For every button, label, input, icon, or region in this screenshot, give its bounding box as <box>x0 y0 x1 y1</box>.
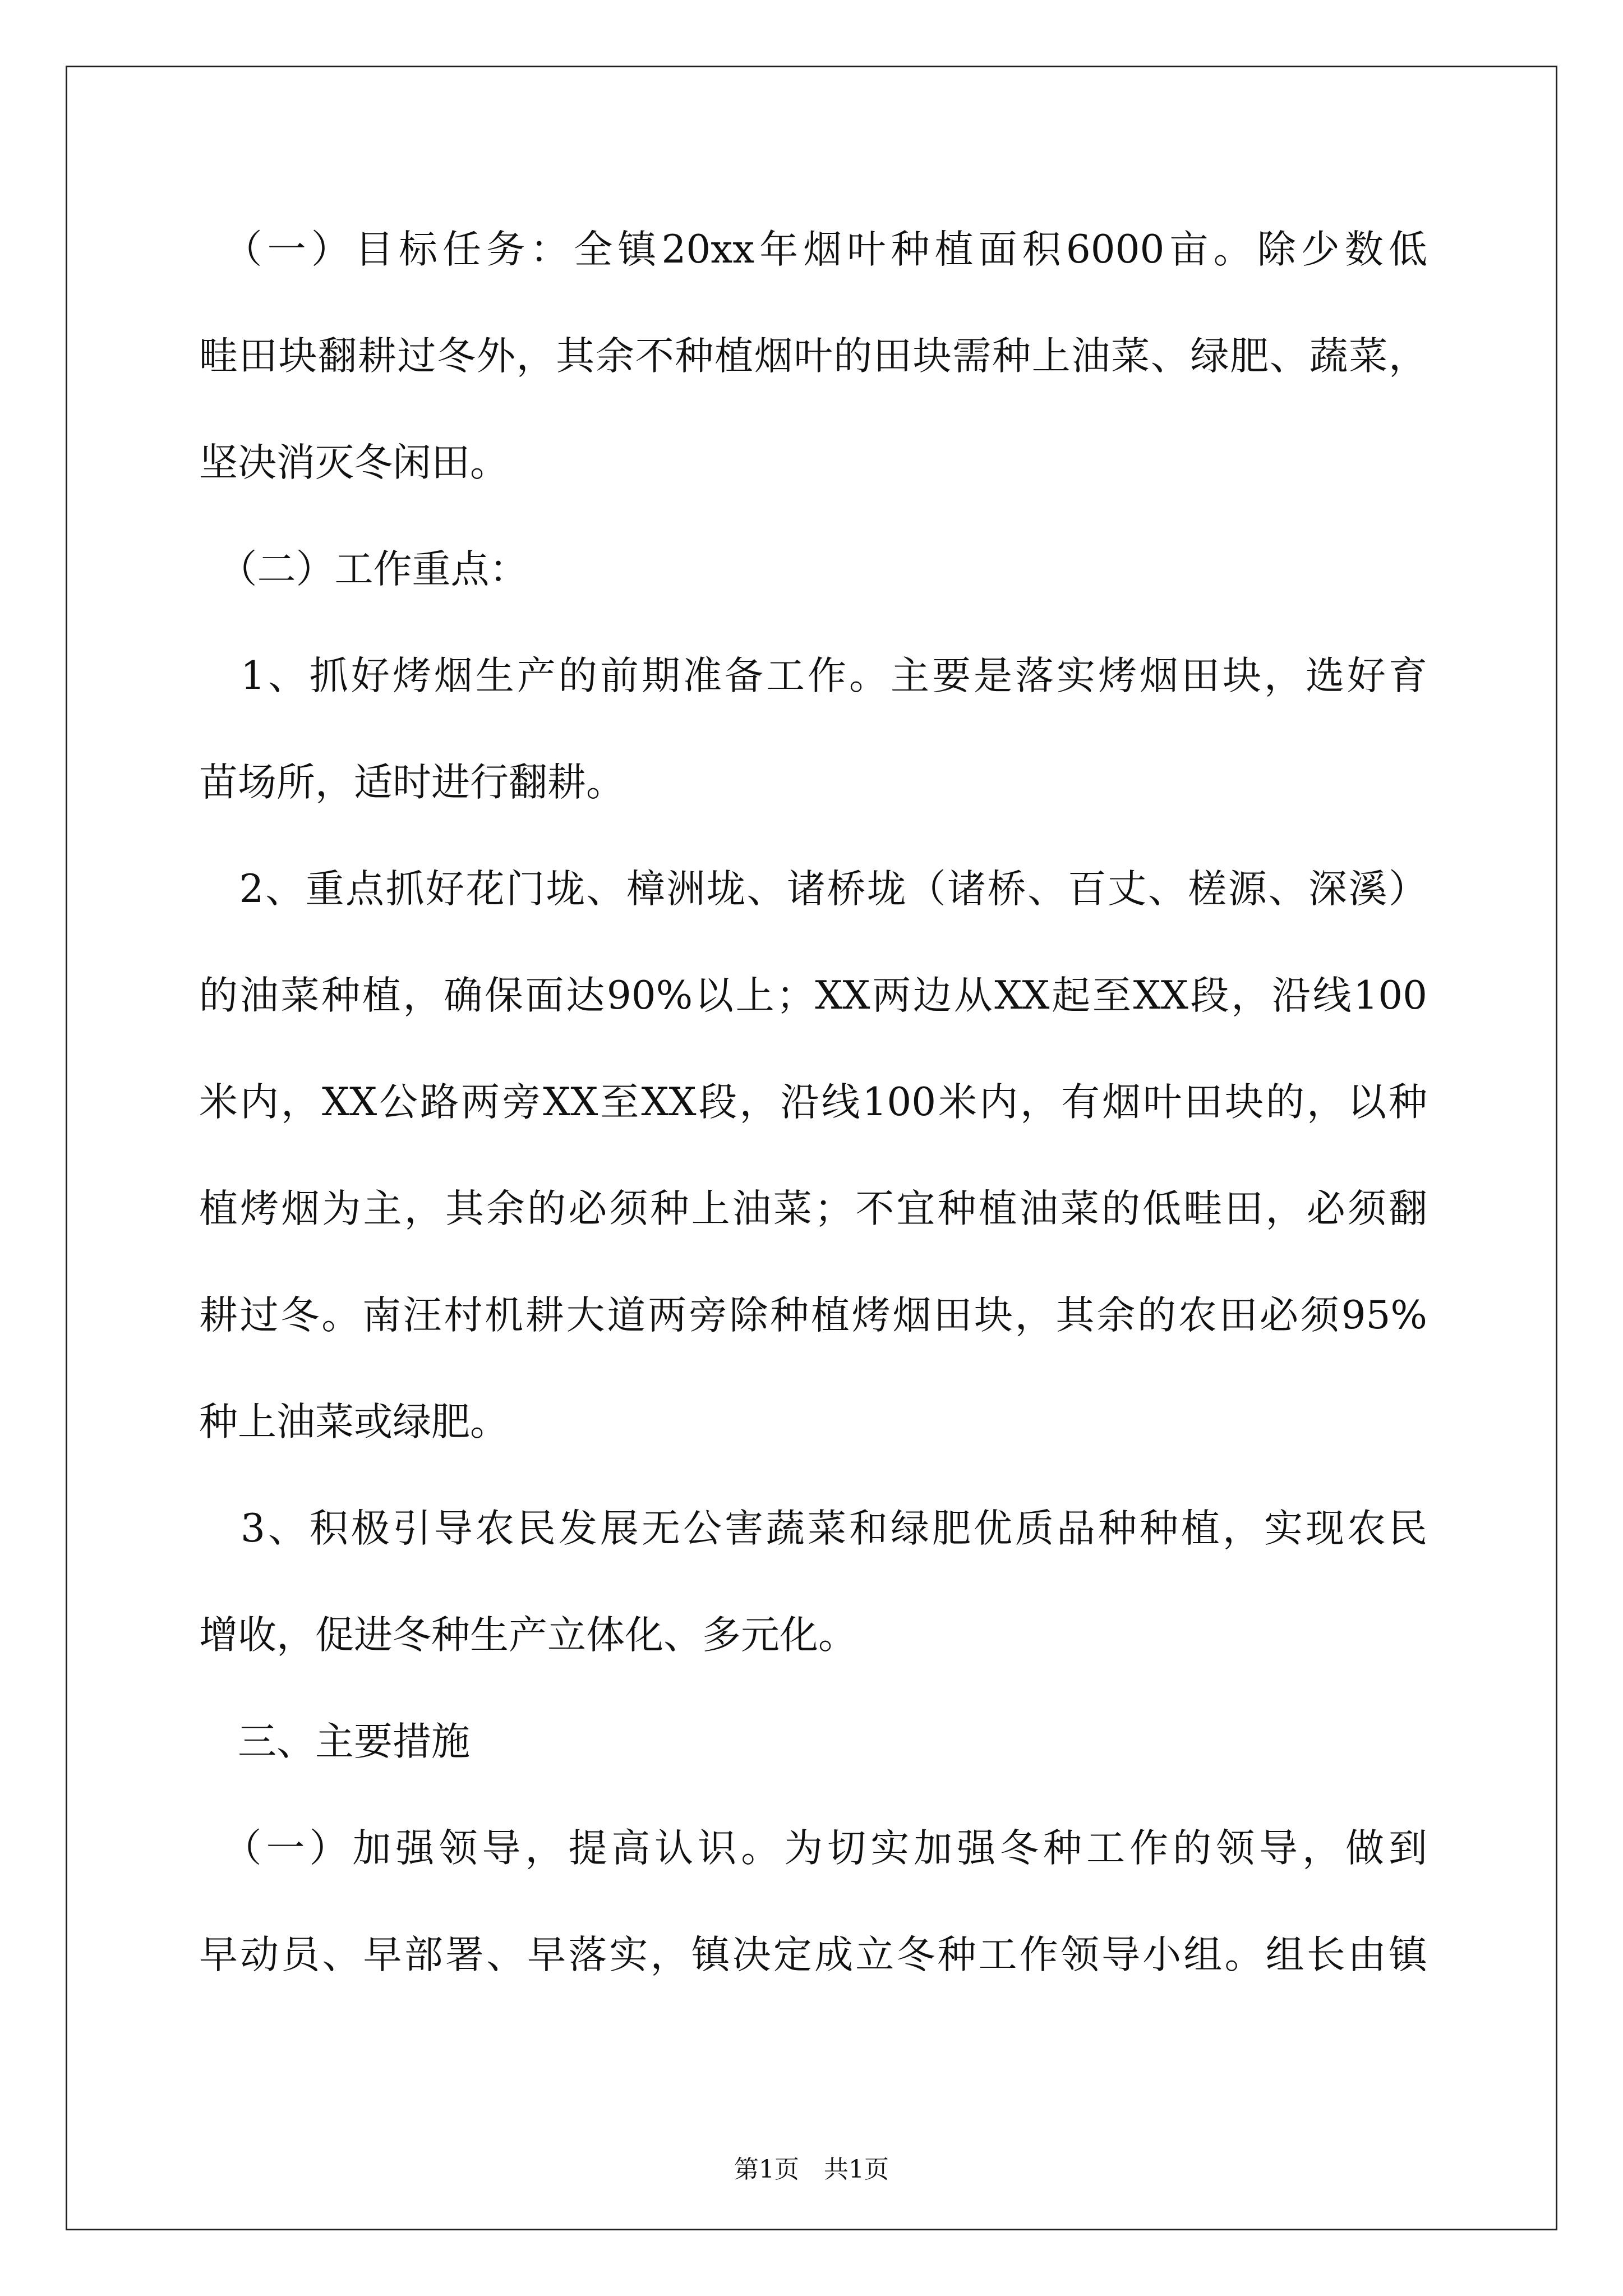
text-line: 三、主要措施 <box>199 1719 470 1764</box>
text-line: 耕过冬。南汪村机耕大道两旁除种植烤烟田块，其余的农田必须95% <box>199 1293 1427 1338</box>
text-line: （二）工作重点： <box>199 547 528 592</box>
text-line: 2、重点抓好花门垅、樟洲垅、诸桥垅（诸桥、百丈、槎源、深溪） <box>199 867 1427 912</box>
text-line: 增收，促进冬种生产立体化、多元化。 <box>199 1613 857 1658</box>
text-line: 早动员、早部署、早落实，镇决定成立冬种工作领导小组。组长由镇 <box>199 1932 1427 1977</box>
text-line: （一）加强领导，提高认识。为切实加强冬种工作的领导，做到 <box>199 1826 1427 1871</box>
text-line: 坚决消灭冬闲田。 <box>199 440 509 485</box>
text-line: 1、抓好烤烟生产的前期准备工作。主要是落实烤烟田块，选好育 <box>199 654 1427 698</box>
text-line: 畦田块翻耕过冬外，其余不种植烟叶的田块需种上油菜、绿肥、蔬菜， <box>199 334 1427 379</box>
text-line: （一）目标任务：全镇20xx年烟叶种植面积6000亩。除少数低 <box>199 227 1427 272</box>
text-line: 米内，XX公路两旁XX至XX段，沿线100米内，有烟叶田块的，以种 <box>199 1080 1427 1125</box>
page-number-footer: 第1页 共1页 <box>734 2155 889 2184</box>
text-line: 种上油菜或绿肥。 <box>199 1400 509 1444</box>
text-line: 3、积极引导农民发展无公害蔬菜和绿肥优质品种种植，实现农民 <box>199 1506 1427 1551</box>
document-body <box>199 219 1427 2031</box>
text-line: 植烤烟为主，其余的必须种上油菜；不宜种植油菜的低畦田，必须翻 <box>199 1186 1427 1231</box>
text-line: 的油菜种植，确保面达90%以上；XX两边从XX起至XX段，沿线100 <box>199 973 1427 1018</box>
text-line: 苗场所，适时进行翻耕。 <box>199 760 625 805</box>
